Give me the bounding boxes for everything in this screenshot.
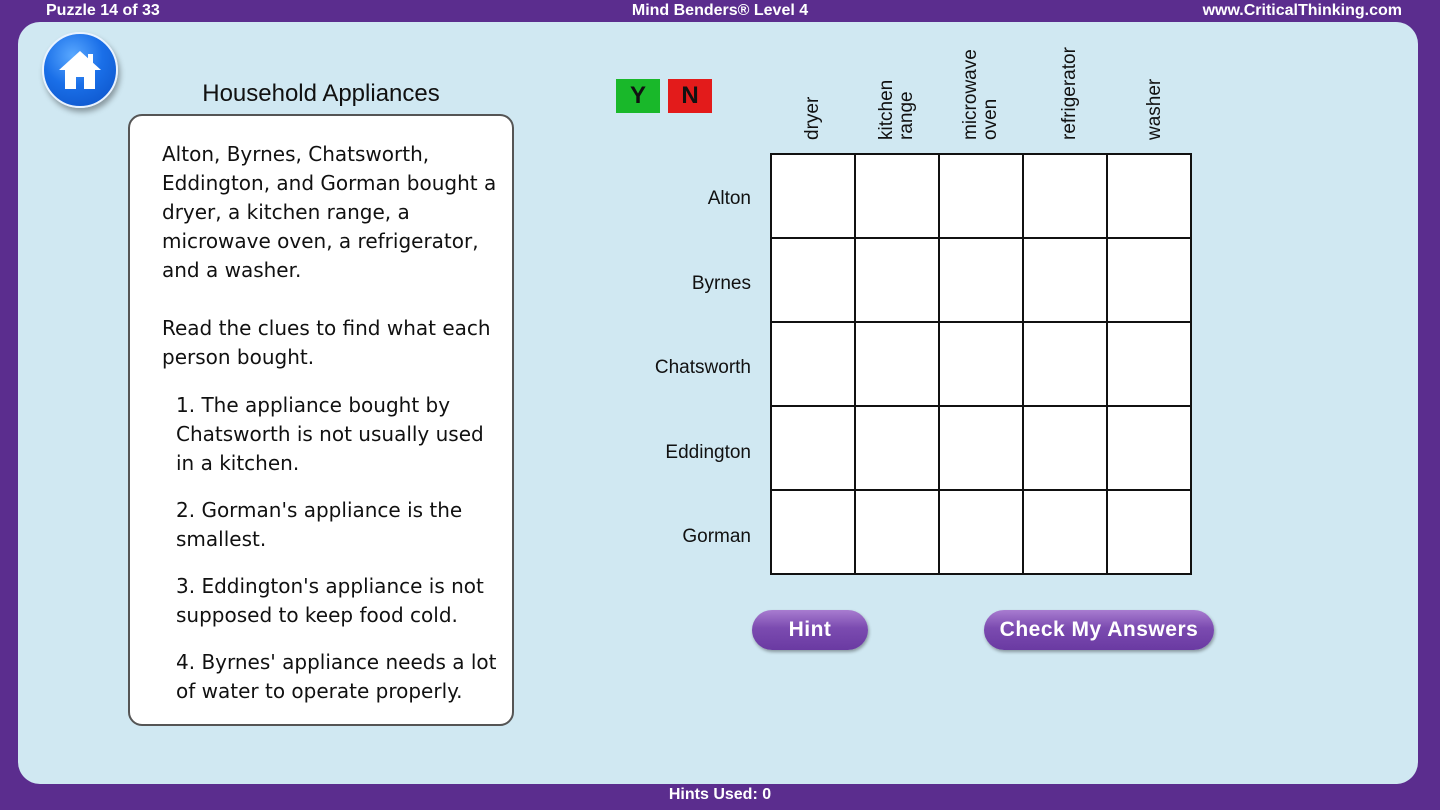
column-label-line: refrigerator [1059, 47, 1080, 140]
row-label-eddington: Eddington [665, 442, 751, 463]
grid-cell[interactable] [771, 154, 855, 238]
puzzle-title: Household Appliances [202, 80, 440, 107]
grid-cell[interactable] [771, 490, 855, 574]
house-icon [57, 49, 103, 91]
grid-cell[interactable] [855, 322, 939, 406]
column-header-kitchen-range [855, 36, 939, 140]
column-label-line: dryer [802, 96, 823, 140]
row-label-chatsworth: Chatsworth [654, 357, 751, 378]
puzzle-intro: Alton, Byrnes, Chatsworth, Eddington, and Gorman bought a dryer, a kitchen range, a microwave oven, a refrigerator, and a washer. [162, 142, 497, 282]
logic-grid [770, 153, 1192, 575]
grid-row [771, 238, 1191, 322]
grid-cell[interactable] [1107, 406, 1191, 490]
check-answers-button[interactable]: Check My Answers [984, 610, 1214, 650]
column-header-washer [1113, 36, 1197, 140]
no-mark-button[interactable]: N [668, 79, 712, 113]
grid-cell[interactable] [939, 238, 1023, 322]
column-header-microwave-oven [939, 36, 1023, 140]
grid-cell[interactable] [939, 490, 1023, 574]
column-header-refrigerator [1028, 36, 1112, 140]
grid-cell[interactable] [939, 322, 1023, 406]
grid-row [771, 154, 1191, 238]
column-label-line: kitchen [876, 79, 897, 140]
grid-cell[interactable] [939, 154, 1023, 238]
puzzle-instruction: Read the clues to find what each person bought. [162, 316, 491, 369]
clue-list [162, 391, 500, 706]
clue-item: 4. Byrnes' appliance needs a lot of water to operate properly. [176, 650, 497, 703]
clue-item: 2. Gorman's appliance is the smallest. [176, 498, 463, 551]
clue-item: 3. Eddington's appliance is not supposed to keep food cold. [176, 574, 484, 627]
clue-panel[interactable] [128, 114, 514, 726]
row-label-alton: Alton [707, 188, 751, 209]
grid-cell[interactable] [939, 406, 1023, 490]
top-bar [0, 0, 1440, 22]
grid-cell[interactable] [1107, 154, 1191, 238]
grid-cell[interactable] [1107, 238, 1191, 322]
row-label-gorman: Gorman [682, 526, 751, 547]
column-label-line: oven [980, 98, 1001, 140]
hint-button[interactable]: Hint [752, 610, 868, 650]
grid-cell[interactable] [1107, 322, 1191, 406]
home-button[interactable] [42, 32, 118, 108]
grid-cell[interactable] [771, 238, 855, 322]
column-label-line: range [896, 91, 917, 140]
row-label-byrnes: Byrnes [691, 273, 751, 294]
grid-row [771, 406, 1191, 490]
column-label-line: microwave [960, 49, 981, 140]
hints-used-counter: Hints Used: 0 [668, 786, 772, 803]
grid-cell[interactable] [855, 238, 939, 322]
grid-row [771, 490, 1191, 574]
level-title: Mind Benders® Level 4 [631, 2, 809, 19]
grid-cell[interactable] [1023, 490, 1107, 574]
yes-mark-button[interactable]: Y [616, 79, 660, 113]
grid-cell[interactable] [1023, 154, 1107, 238]
column-header-dryer [771, 36, 855, 140]
column-label-line: washer [1144, 78, 1165, 140]
website-link[interactable]: www.CriticalThinking.com [1202, 2, 1402, 19]
grid-row [771, 322, 1191, 406]
grid-cell[interactable] [855, 490, 939, 574]
grid-cell[interactable] [771, 322, 855, 406]
grid-cell[interactable] [1107, 490, 1191, 574]
grid-cell[interactable] [855, 406, 939, 490]
clue-item: 1. The appliance bought by Chatsworth is not usually used in a kitchen. [176, 393, 484, 475]
grid-cell[interactable] [1023, 238, 1107, 322]
grid-cell[interactable] [1023, 406, 1107, 490]
grid-cell[interactable] [771, 406, 855, 490]
grid-cell[interactable] [855, 154, 939, 238]
grid-cell[interactable] [1023, 322, 1107, 406]
puzzle-number: Puzzle 14 of 33 [46, 2, 160, 19]
